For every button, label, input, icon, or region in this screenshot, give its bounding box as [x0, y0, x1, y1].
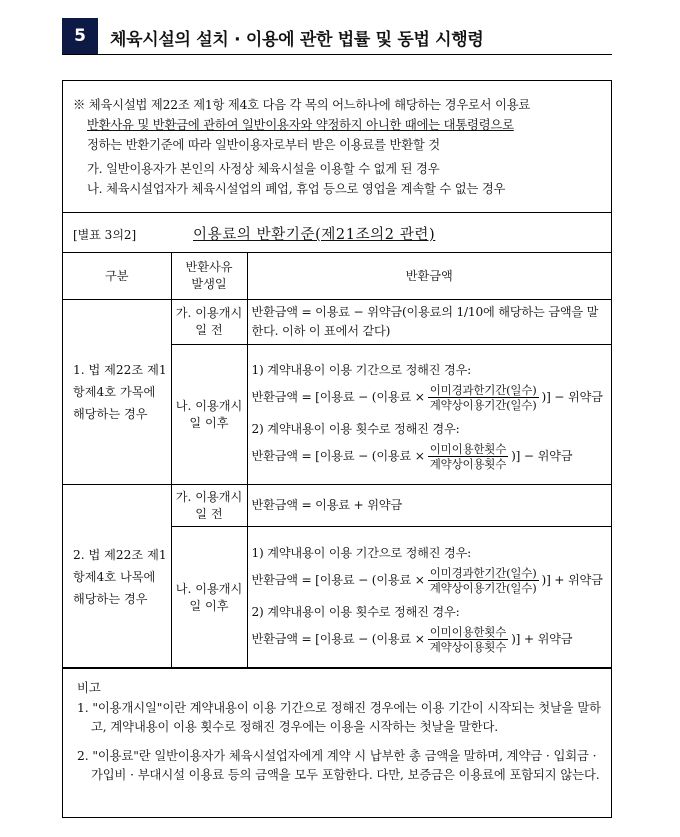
law-note [73, 95, 603, 199]
formula: 반환금액 = [이용료 − (이용료 × $\frac{\text{이미경과한기간(일수)}}{\text{계약상이용기간(일수)}}$ )] − 위약금 [251, 382, 603, 412]
row-when: 가. 이용개시일 전 [171, 300, 247, 345]
header-category: 구분 [63, 253, 171, 300]
row-amount: 반환금액 = 이용료 + 위약금 [247, 485, 611, 527]
header-amount: 반환금액 [247, 253, 611, 300]
remarks-list [77, 699, 601, 795]
note-line-3: 정하는 반환기준에 따라 일반이용자로부터 받은 이용료를 반환할 것 [87, 138, 440, 152]
fraction: $\frac{\text{이미이용한횟수}}{\text{계약상이용횟수}}$ [429, 624, 507, 654]
row-amount: 반환금액 = 이용료 − 위약금(이용료의 1/10에 해당하는 금액을 말한다. 이하 이 표에서 같다) [247, 300, 611, 345]
note-item-b: 나. 체육시설업자가 체육시설업의 폐업, 휴업 등으로 영업을 계속할 수 없는 경우 [87, 182, 506, 196]
remark-item: 1. "이용개시일"이란 계약내용이 이용 기간으로 정해진 경우에는 이용 기간이 시작되는 첫날을 말하고, 계약내용이 이용 횟수로 정해진 경우에는 이용을 시작하는 첫날을 말한다. [77, 701, 601, 734]
table-heading [63, 212, 611, 253]
row-amount [247, 527, 611, 669]
page-header [62, 18, 612, 54]
remarks-title: 비고 [77, 681, 101, 695]
row-when: 가. 이용개시일 전 [171, 485, 247, 527]
row-when: 나. 이용개시일 이후 [171, 345, 247, 485]
page-title: 체육시설의 설치 · 이용에 관한 법률 및 동법 시행령 [110, 30, 484, 50]
fraction: $\frac{\text{이미이용한횟수}}{\text{계약상이용횟수}}$ [429, 441, 507, 471]
fraction: $\frac{\text{이미경과한기간(일수)}}{\text{계약상이용기간(일수)}}$ [429, 382, 537, 412]
row-category: 2. 법 제22조 제1항제4호 나목에 해당하는 경우 [63, 485, 171, 669]
note-line-2: 반환사유 및 반환금에 관하여 일반이용자와 약정하지 아니한 때에는 대통령령으로 [87, 118, 514, 132]
row-amount [247, 345, 611, 485]
section-number: 5 [62, 18, 98, 54]
table-row [63, 300, 611, 345]
appendix-tag: [별표 3의2] [73, 228, 137, 242]
fraction: $\frac{\text{이미경과한기간(일수)}}{\text{계약상이용기간(일수)}}$ [429, 565, 537, 595]
case-label: 1) 계약내용이 이용 기간으로 정해진 경우: [251, 362, 472, 377]
table-title: 이용료의 반환기준(제21조의2 관련) [193, 227, 436, 243]
note-item-a: 가. 일반이용자가 본인의 사정상 체육시설을 이용할 수 없게 된 경우 [87, 162, 440, 176]
remark-item: 2. "이용료"란 일반이용자가 체육시설업자에게 계약 시 납부한 총 금액을 말하며, 계약금 · 입회금 · 가입비 · 부대시설 이용료 등의 금액을 모두 포함한다. 다만, 보증금은 이용료에 포함되지 않는다. [77, 749, 600, 782]
note-items [73, 159, 603, 199]
case-label: 2) 계약내용이 이용 횟수로 정해진 경우: [251, 421, 460, 436]
header-reason: 반환사유 발생일 [171, 253, 247, 300]
formula: 반환금액 = [이용료 − (이용료 × $\frac{\text{이미이용한횟수}}{\text{계약상이용횟수}}$ )] + 위약금 [251, 624, 573, 654]
content-frame [62, 80, 612, 818]
remarks [63, 667, 611, 818]
formula: 반환금액 = [이용료 − (이용료 × $\frac{\text{이미이용한횟수}}{\text{계약상이용횟수}}$ )] − 위약금 [251, 441, 573, 471]
row-when: 나. 이용개시일 이후 [171, 527, 247, 669]
refund-table [63, 252, 611, 669]
row-category: 1. 법 제22조 제1항제4호 가목에 해당하는 경우 [63, 300, 171, 485]
note-line-1: ※ 체육시설법 제22조 제1항 제4호 다음 각 목의 어느하나에 해당하는 경우로서 이용료 [73, 98, 531, 112]
case-label: 1) 계약내용이 이용 기간으로 정해진 경우: [251, 545, 472, 560]
header-rule [62, 54, 612, 55]
table-row [63, 485, 611, 527]
case-label: 2) 계약내용이 이용 횟수로 정해진 경우: [251, 604, 460, 619]
formula: 반환금액 = [이용료 − (이용료 × $\frac{\text{이미경과한기간(일수)}}{\text{계약상이용기간(일수)}}$ )] + 위약금 [251, 565, 603, 595]
table-header-row [63, 253, 611, 300]
